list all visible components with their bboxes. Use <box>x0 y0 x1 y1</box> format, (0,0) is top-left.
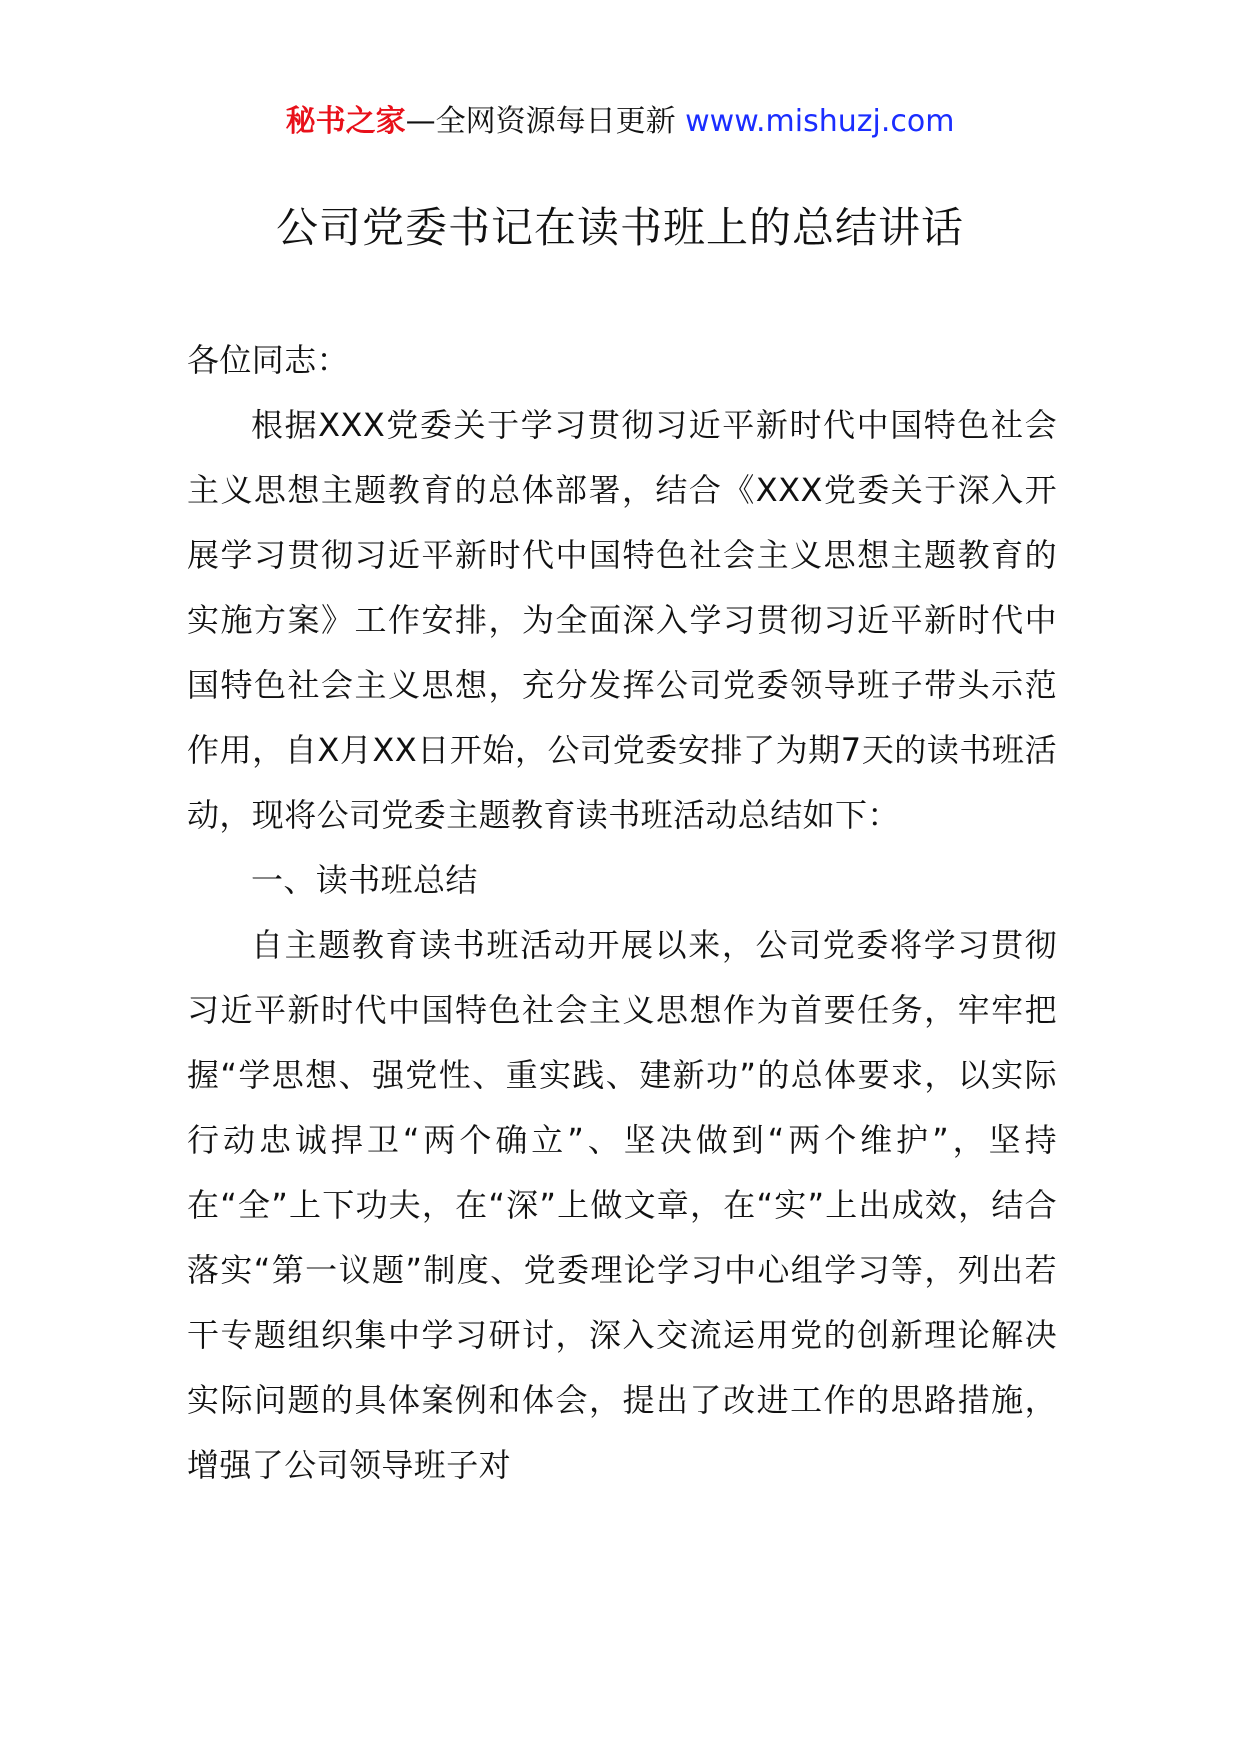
site-brand: 秘书之家 <box>285 104 406 139</box>
document-title: 公司党委书记在读书班上的总结讲话 <box>275 203 964 252</box>
document-body <box>187 328 1057 1498</box>
salutation: 各位同志： <box>187 341 350 379</box>
site-header <box>0 102 1240 142</box>
site-tagline: —全网资源每日更新 <box>405 104 676 139</box>
site-url-link[interactable]: www.mishuzj.com <box>685 104 955 139</box>
section-heading: 一、读书班总结 <box>251 861 478 899</box>
paragraph: 自主题教育读书班活动开展以来，公司党委将学习贯彻习近平新时代中国特色社会主义思想作为首要任务，牢牢把握“学思想、强党性、重实践、建新功”的总体要求，以实际行动忠诚捍卫“两个确立”、坚决做到“两个维护”，坚持在“全”上下功夫，在“深”上做文章，在“实”上出成效，结合落实“第一议题”制度、党委理论学习中心组学习等，列出若干专题组织集中学习研讨，深入交流运用党的创新理论解决实际问题的具体案例和体会，提出了改进工作的思路措施，增强了公司领导班子对 <box>187 926 1057 1484</box>
paragraph: 根据XXX党委关于学习贯彻习近平新时代中国特色社会主义思想主题教育的总体部署，结合《XXX党委关于深入开展学习贯彻习近平新时代中国特色社会主义思想主题教育的实施方案》工作安排，为全面深入学习贯彻习近平新时代中国特色社会主义思想，充分发挥公司党委领导班子带头示范作用，自X月XX日开始，公司党委安排了为期7天的读书班活动，现将公司党委主题教育读书班活动总结如下： <box>187 406 1057 834</box>
